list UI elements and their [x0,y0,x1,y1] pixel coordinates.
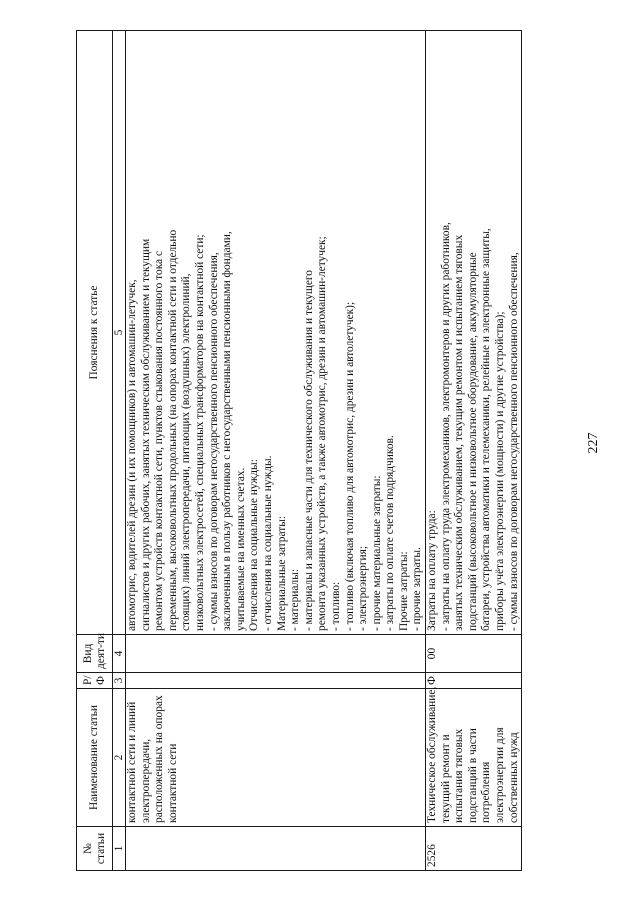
article-name-line: испытания тяговых [453,728,466,823]
rotated-page-content [76,31,640,871]
article-name-line: электропередачи, [139,738,152,823]
header-article-name: Наименование статьи [77,689,113,827]
article-name-cell [126,689,426,827]
column-number: 5 [113,31,126,635]
header-row [77,31,113,871]
explanation-line: автомотрис, водителей дрезин (и их помощников) и автомашин-летучек, [126,279,138,631]
rf-cell [126,673,426,689]
explanation-line: Материальные затраты: [275,515,288,631]
explanation-line: ремонтом устройств контактной сети, пунктов стыкования постоянного тока с [153,250,166,631]
explanation-line: заключенным в пользу работников с негосударственными пенсионными фондами, [221,231,234,631]
explanation-cell [126,31,426,635]
explanation-line: сигналистов и других рабочих, занятых техническим обслуживанием и текущим [139,238,152,631]
explanation-line: подстанций (высоковольтное и низковольтное оборудование, аккумуляторные [466,252,479,631]
header-activity-type: Вид деят-ти [77,635,113,673]
explanation-line: учитываемые на именных счетах. [234,467,247,631]
rf-cell: Ф [426,673,522,689]
explanation-line: - затраты на оплату труда электромехаников, электромонтеров и других работников, [439,222,452,631]
article-name-line: Техническое обслуживание, [426,686,439,823]
explanation-line: - материалы и запасные части для технического обслуживания и текущего [302,270,315,631]
page-number: 227 [586,432,601,454]
article-name-cell [426,686,522,827]
table-row [426,31,522,871]
header-article-number: № статьи [77,827,113,871]
activity-type-cell: 00 [426,635,522,673]
column-number-row [113,31,126,871]
explanation-line: батареи, устройства автоматики и телемеханики, релейные и электронные защиты, [480,228,493,631]
explanation-line: стоящих) линий электропередачи, питающих (воздушных) электролиний, [180,273,193,631]
table-row [126,31,426,871]
explanation-line: - суммы взносов по договорам негосударственного пенсионного обеспечения, [207,252,220,631]
header-rf: Р/ Ф [77,673,113,689]
articles-table [76,30,522,871]
header-explanations: Пояснения к статье [77,31,113,635]
explanation-line: Затраты на оплату труда: [426,510,439,631]
activity-type-cell [126,635,426,673]
article-number-cell: 2526 [426,827,522,871]
explanation-line: - топливо (включая топливо для автомотрис, дрезин и автолетучек); [343,301,356,631]
article-name-line: потребления [480,761,493,823]
explanation-line: - отчисления на социальные нужды. [261,455,274,631]
explanation-line: - прочие затраты. [411,547,424,631]
article-name-line: подстанций в части [466,728,479,823]
explanation-line: ремонта указанных устройств, а также автомотрис, дрезин и автомашин-летучек; [316,236,329,631]
table-body [126,31,522,871]
column-number: 2 [113,689,126,827]
article-name-line: собственных нужд [507,732,520,823]
explanation-line: - электроэнергия; [357,545,370,631]
explanation-line: Прочие затраты: [397,551,410,631]
article-name-line: текущий ремонт и [439,734,452,823]
explanation-line: Отчисления на социальные нужды: [248,459,261,631]
column-number: 4 [113,635,126,673]
article-number-cell [126,827,426,871]
explanation-line: - прочие материальные затраты: [370,475,383,631]
article-name-line: расположенных на опорах [153,695,166,823]
explanation-line: - материалы: [289,568,302,631]
explanation-cell [426,31,522,635]
article-name-line: контактной сети и линий [126,701,138,823]
column-number: 1 [113,827,126,871]
explanation-line: - затраты по оплате счетов подрядчиков. [384,435,397,631]
explanation-line: - топливо: [329,581,342,631]
explanation-line: - суммы взносов по договорам негосударственного пенсионного обеспечения, [507,252,520,631]
explanation-line: переменным, высоковольтных продольных (на опорах контактной сети и отдельно [166,229,179,631]
explanation-line: занятых техническим обслуживанием, текущим ремонтом и испытанием тяговых [453,234,466,631]
article-name-line: электроэнергии для [494,727,507,823]
article-name-line: контактной сети [166,743,179,823]
explanation-line: приборы учёта электроэнергии (мощности) и другие устройства); [494,311,507,631]
column-number: 3 [113,673,126,689]
explanation-line: низковольтных электросетей, специальных трансформаторов на контактной сети; [193,234,206,631]
